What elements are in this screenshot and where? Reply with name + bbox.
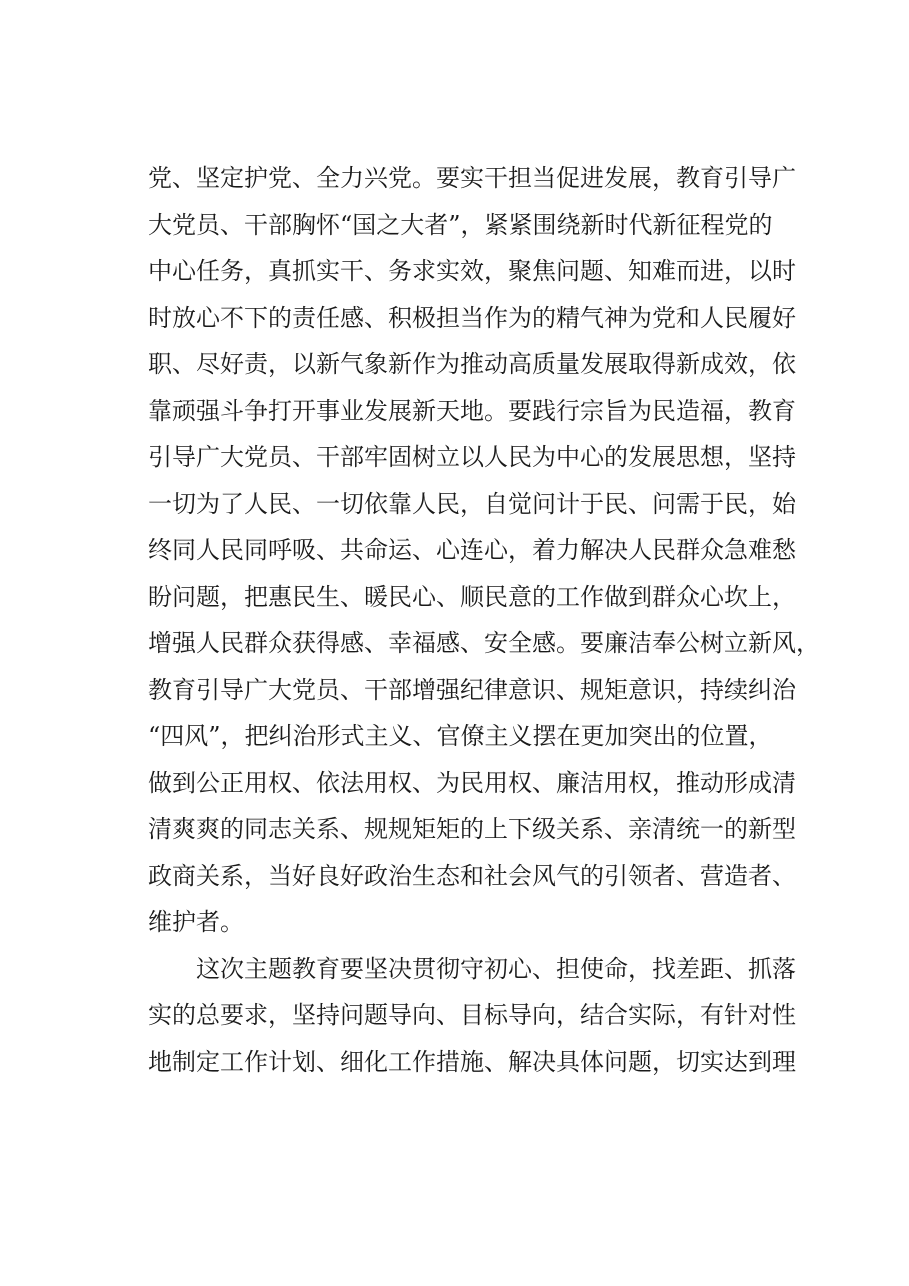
paragraph-line: 这次主题教育要坚决贯彻守初心、担使命，找差距、抓落 — [196, 954, 796, 983]
paragraph-line: 清爽爽的同志关系、规规矩矩的上下级关系、亲清统一的新型 — [148, 815, 796, 843]
paragraph-line: 终同人民同呼吸、共命运、心连心，着力解决人民群众急难愁 — [148, 536, 796, 564]
paragraph-2 — [148, 946, 796, 1086]
paragraph-line: 中心任务，真抓实干、务求实效，聚焦问题、知难而进，以时 — [148, 257, 796, 285]
paragraph-line: 地制定工作计划、细化工作措施、解决具体问题，切实达到理 — [148, 1047, 796, 1076]
paragraph-line: 维护者。 — [148, 908, 244, 936]
paragraph-line: 盼问题，把惠民生、暖民心、顺民意的工作做到群众心坎上， — [148, 582, 796, 611]
paragraph-1 — [148, 155, 820, 946]
paragraph-line: 职、尽好责，以新气象新作为推动高质量发展取得新成效，依 — [148, 350, 796, 378]
paragraph-line: 政商关系，当好良好政治生态和社会风气的引领者、营造者、 — [148, 861, 796, 890]
paragraph-line: 时放心不下的责任感、积极担当作为的精气神为党和人民履好 — [148, 303, 796, 332]
paragraph-line: 增强人民群众获得感、幸福感、安全感。要廉洁奉公树立新风， — [148, 629, 820, 657]
document-body — [148, 155, 820, 1085]
paragraph-line: 教育引导广大党员、干部增强纪律意识、规矩意识，持续纠治 — [148, 675, 796, 704]
paragraph-line: 一切为了人民、一切依靠人民，自觉问计于民、问需于民，始 — [148, 489, 796, 518]
paragraph-line: “四风”，把纠治形式主义、官僚主义摆在更加突出的位置， — [148, 722, 773, 750]
paragraph-line: 大党员、干部胸怀“国之大者”，紧紧围绕新时代新征程党的 — [148, 210, 773, 239]
paragraph-line: 党、坚定护党、全力兴党。要实干担当促进发展，教育引导广 — [148, 164, 796, 192]
paragraph-line: 实的总要求，坚持问题导向、目标导向，结合实际，有针对性 — [148, 1001, 796, 1029]
paragraph-line: 做到公正用权、依法用权、为民用权、廉洁用权，推动形成清 — [148, 768, 796, 797]
paragraph-line: 引导广大党员、干部牢固树立以人民为中心的发展思想，坚持 — [148, 443, 796, 471]
paragraph-line: 靠顽强斗争打开事业发展新天地。要践行宗旨为民造福，教育 — [148, 396, 796, 425]
